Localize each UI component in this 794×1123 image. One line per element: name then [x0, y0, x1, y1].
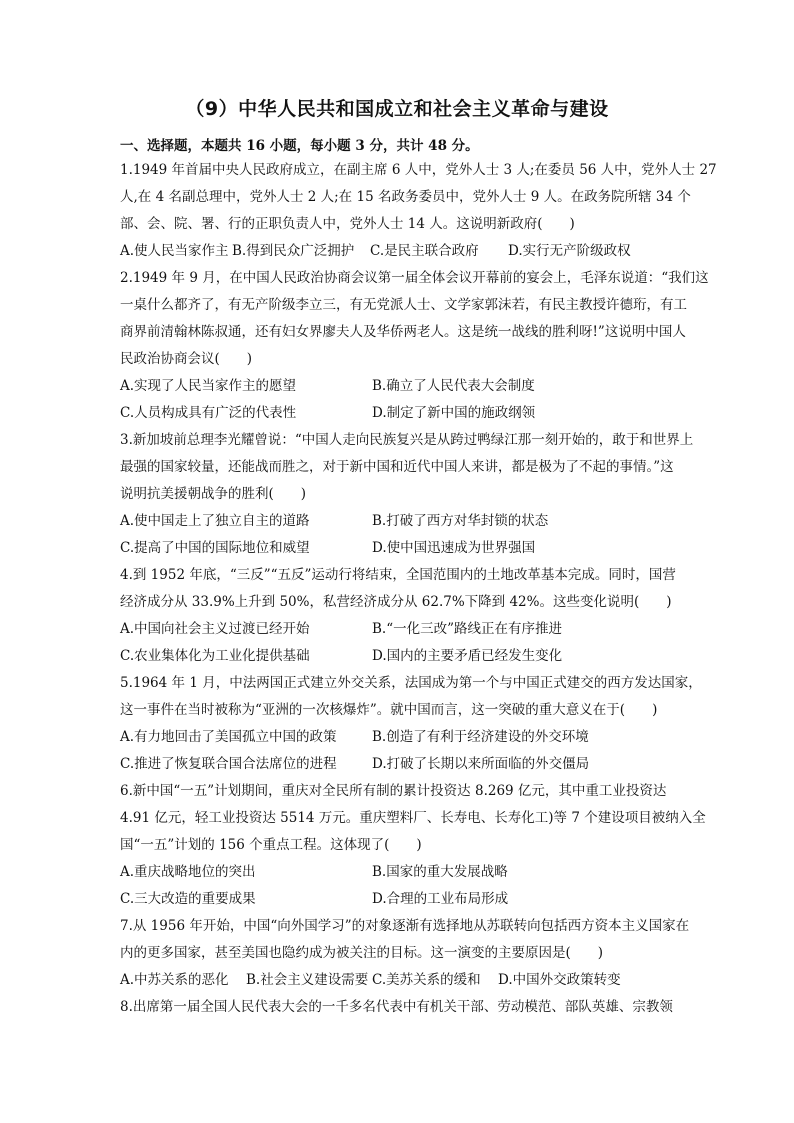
question-7-line-2: 内的更多国家，甚至美国也隐约成为被关注的目标。这一演变的主要原因是( ) — [120, 945, 604, 961]
question-7-option-d[interactable]: D.中国外交政策转变 — [498, 972, 621, 988]
question-3-option-d[interactable]: D.使中国迅速成为世界强国 — [372, 540, 536, 556]
question-5-line-2: 这一事件在当时被称为“亚洲的一次核爆炸”。就中国而言，这一突破的重大意义在于( ) — [120, 702, 658, 718]
question-6-option-a[interactable]: A.重庆战略地位的突出 — [120, 864, 256, 880]
question-6-line-1: 6.新中国“一五”计划期间，重庆对全民所有制的累计投资达 8.269 亿元，其中重工业投资达 — [120, 783, 667, 799]
question-1-line-2: 人,在 4 名副总理中，党外人士 2 人;在 15 名政务委员中，党外人士 9 人。在政务院所辖 34 个 — [120, 189, 691, 205]
question-1-option-a[interactable]: A.使人民当家作主 — [120, 243, 229, 259]
question-7-option-b[interactable]: B.社会主义建设需要 — [246, 972, 369, 988]
question-5-option-b[interactable]: B.创造了有利于经济建设的外交环境 — [372, 729, 589, 745]
question-2-option-d[interactable]: D.制定了新中国的施政纲领 — [372, 405, 536, 421]
question-8-line-1: 8.出席第一届全国人民代表大会的一千多名代表中有机关干部、劳动模范、部队英雄、宗教领 — [120, 999, 673, 1015]
question-4-option-b[interactable]: B.“一化三改”路线正在有序推进 — [372, 621, 563, 637]
question-5-option-d[interactable]: D.打破了长期以来所面临的外交僵局 — [372, 756, 590, 772]
question-6-option-d[interactable]: D.合理的工业布局形成 — [372, 891, 509, 907]
question-6-option-c[interactable]: C.三大改造的重要成果 — [120, 891, 256, 907]
question-2-line-4: 民政治协商会议( ) — [120, 351, 253, 367]
question-2-option-a[interactable]: A.实现了人民当家作主的愿望 — [120, 378, 297, 394]
question-7-option-c[interactable]: C.美苏关系的缓和 — [372, 972, 481, 988]
question-2-line-2: 一桌什么都齐了，有无产阶级李立三，有无党派人士、文学家郭沫若，有民主教授许德珩，有工 — [120, 297, 687, 313]
question-3-option-a[interactable]: A.使中国走上了独立自主的道路 — [120, 513, 310, 529]
question-2-line-3: 商界前清翰林陈叔通，还有妇女界廖夫人及华侨两老人。这是统一战线的胜利呀!”这说明中国人 — [120, 324, 686, 340]
question-3-option-b[interactable]: B.打破了西方对华封锁的状态 — [372, 513, 549, 529]
question-1-option-b[interactable]: B.得到民众广泛拥护 — [232, 243, 355, 259]
question-2-line-1: 2.1949 年 9 月，在中国人民政治协商会议第一届全体会议开幕前的宴会上，毛泽东说道：“我们这 — [120, 270, 709, 286]
question-3-line-3: 说明抗美援朝战争的胜利( ) — [120, 486, 307, 502]
question-1-line-3: 部、会、院、署、行的正职负责人中，党外人士 14 人。这说明新政府( ) — [120, 216, 575, 232]
question-5-option-c[interactable]: C.推进了恢复联合国合法席位的进程 — [120, 756, 337, 772]
question-3-option-c[interactable]: C.提高了中国的国际地位和威望 — [120, 540, 310, 556]
question-4-line-2: 经济成分从 33.9%上升到 50%，私营经济成分从 62.7%下降到 42%。这些变化说明( ) — [120, 594, 672, 610]
question-4-option-d[interactable]: D.国内的主要矛盾已经发生变化 — [372, 648, 563, 664]
question-7-option-a[interactable]: A.中苏关系的恶化 — [120, 972, 229, 988]
question-2-option-c[interactable]: C.人员构成具有广泛的代表性 — [120, 405, 297, 421]
question-3-line-2: 最强的国家较量，还能战而胜之，对于新中国和近代中国人来讲，都是极为了不起的事情。”这 — [120, 459, 674, 475]
question-6-option-b[interactable]: B.国家的重大发展战略 — [372, 864, 508, 880]
question-4-line-1: 4.到 1952 年底，“三反”“五反”运动行将结束，全国范围内的土地改革基本完成。同时，国营 — [120, 567, 676, 583]
question-5-option-a[interactable]: A.有力地回击了美国孤立中国的政策 — [120, 729, 337, 745]
question-1-line-1: 1.1949 年首届中央人民政府成立，在副主席 6 人中，党外人士 3 人;在委员 56 人中，党外人士 27 — [120, 162, 717, 178]
question-4-option-a[interactable]: A.中国向社会主义过渡已经开始 — [120, 621, 310, 637]
question-6-line-2: 4.91 亿元，轻工业投资达 5514 万元。重庆塑料厂、长寿电、长寿化工)等 7 个建设项目被纳入全 — [120, 810, 706, 826]
question-5-line-1: 5.1964 年 1 月，中法两国正式建立外交关系，法国成为第一个与中国正式建交的西方发达国家， — [120, 675, 702, 691]
question-7-line-1: 7.从 1956 年开始，中国“向外国学习”的对象逐渐有选择地从苏联转向包括西方资本主义国家在 — [120, 918, 690, 934]
section-heading: 一、选择题，本题共 16 小题，每小题 3 分，共计 48 分。 — [120, 138, 479, 154]
question-1-option-c[interactable]: C.是民主联合政府 — [370, 243, 479, 259]
page-title: （9）中华人民共和国成立和社会主义革命与建设 — [185, 98, 609, 120]
question-2-option-b[interactable]: B.确立了人民代表大会制度 — [372, 378, 535, 394]
question-3-line-1: 3.新加坡前总理李光耀曾说：“中国人走向民族复兴是从跨过鸭绿江那一刻开始的，敢于和世界上 — [120, 432, 694, 448]
question-1-option-d[interactable]: D.实行无产阶级政权 — [508, 243, 631, 259]
question-4-option-c[interactable]: C.农业集体化为工业化提供基础 — [120, 648, 310, 664]
question-6-line-3: 国“一五”计划的 156 个重点工程。这体现了( ) — [120, 837, 422, 853]
